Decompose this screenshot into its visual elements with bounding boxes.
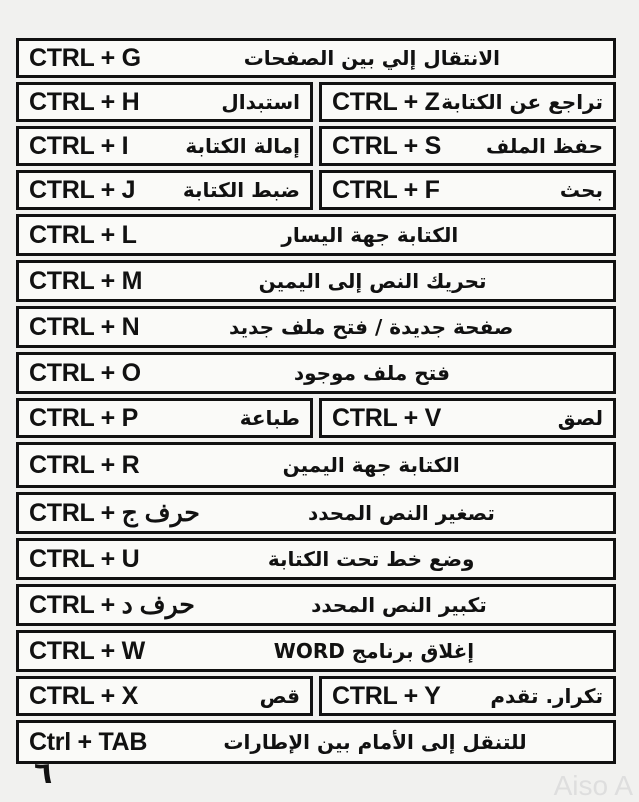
- shortcut-row: [16, 38, 616, 78]
- shortcut-key: CTRL + O: [29, 358, 141, 387]
- shortcut-row: [16, 214, 616, 256]
- shortcut-key: CTRL + I: [29, 131, 129, 160]
- shortcut-key: CTRL + R: [29, 450, 140, 479]
- shortcut-key: CTRL + حرف د: [29, 591, 195, 619]
- shortcut-cell: [16, 306, 616, 348]
- shortcut-cell: [319, 126, 616, 166]
- shortcut-row: [16, 352, 616, 394]
- shortcut-key: CTRL + G: [29, 43, 141, 72]
- shortcut-description: لصق: [557, 406, 603, 430]
- shortcut-description: ضبط الكتابة: [182, 178, 300, 202]
- shortcut-description: تصغير النص المحدد: [307, 501, 495, 525]
- shortcut-description: الكتابة جهة اليسار: [281, 223, 459, 247]
- shortcut-cell: [16, 352, 616, 394]
- shortcut-row: [16, 720, 616, 764]
- shortcut-description: تراجع عن الكتابة: [441, 90, 603, 114]
- shortcut-key: Ctrl + TAB: [29, 727, 148, 756]
- shortcut-description: وضع خط تحت الكتابة: [267, 547, 475, 571]
- shortcut-cell: [16, 126, 313, 166]
- shortcut-description: طباعة: [239, 406, 300, 430]
- shortcut-description: الكتابة جهة اليمين: [282, 453, 460, 477]
- shortcut-cell: [319, 398, 616, 438]
- shortcut-key: CTRL + M: [29, 266, 143, 295]
- shortcut-description: تحريك النص إلى اليمين: [258, 269, 487, 293]
- shortcut-cell: [16, 214, 616, 256]
- shortcut-cell: [16, 630, 616, 672]
- shortcut-row: [16, 630, 616, 672]
- shortcut-description: حفظ الملف: [486, 134, 603, 158]
- shortcut-key: CTRL + P: [29, 403, 138, 432]
- shortcut-key: CTRL + F: [332, 175, 440, 204]
- shortcut-description: فتح ملف موجود: [293, 361, 450, 385]
- shortcut-description: للتنقل إلى الأمام بين الإطارات: [223, 730, 527, 754]
- shortcut-cell: [319, 676, 616, 716]
- shortcut-key: CTRL + Z: [332, 87, 440, 116]
- shortcut-row: [16, 398, 616, 438]
- shortcut-cell: [319, 82, 616, 122]
- shortcut-cell: [319, 170, 616, 210]
- shortcut-row: [16, 442, 616, 488]
- shortcut-row: [16, 584, 616, 626]
- shortcut-description: إمالة الكتابة: [185, 134, 300, 158]
- shortcut-description: قص: [259, 684, 300, 708]
- shortcut-cell: [16, 398, 313, 438]
- shortcut-description: بحث: [559, 178, 603, 202]
- shortcut-key: CTRL + Y: [332, 681, 441, 710]
- shortcut-description: الانتقال إلي بين الصفحات: [243, 46, 501, 70]
- shortcut-row: [16, 126, 616, 166]
- shortcut-table: [16, 38, 616, 768]
- page-number: ٦: [34, 756, 53, 791]
- shortcut-key: CTRL + L: [29, 220, 137, 249]
- watermark: Aiso A: [553, 770, 633, 801]
- shortcut-description: استبدال: [221, 90, 300, 114]
- shortcut-description: صفحة جديدة / فتح ملف جديد: [229, 315, 514, 339]
- shortcut-key: CTRL + H: [29, 87, 140, 116]
- shortcut-cell: [16, 82, 313, 122]
- shortcut-key: CTRL + S: [332, 131, 441, 160]
- shortcut-description: إغلاق برنامج WORD: [273, 639, 475, 663]
- shortcut-description: تكبير النص المحدد: [311, 593, 487, 617]
- shortcut-row: [16, 170, 616, 210]
- shortcut-cell: [16, 584, 616, 626]
- shortcut-key: CTRL + حرف ج: [29, 499, 200, 527]
- shortcut-row: [16, 260, 616, 302]
- shortcut-key: CTRL + X: [29, 681, 138, 710]
- shortcut-key: CTRL + U: [29, 544, 140, 573]
- shortcut-row: [16, 676, 616, 716]
- shortcut-cell: [16, 170, 313, 210]
- shortcut-cell: [16, 538, 616, 580]
- shortcut-row: [16, 538, 616, 580]
- shortcut-cell: [16, 260, 616, 302]
- shortcut-description: تكرار. تقدم: [490, 684, 603, 708]
- shortcut-cell: [16, 442, 616, 488]
- shortcut-row: [16, 82, 616, 122]
- shortcut-cell: [16, 676, 313, 716]
- shortcut-row: [16, 306, 616, 348]
- shortcut-cell: [16, 492, 616, 534]
- shortcut-cell: [16, 38, 616, 78]
- shortcut-row: [16, 492, 616, 534]
- shortcut-cell: [16, 720, 616, 764]
- shortcut-key: CTRL + W: [29, 636, 145, 665]
- shortcut-key: CTRL + N: [29, 312, 140, 341]
- shortcut-key: CTRL + J: [29, 175, 136, 204]
- shortcut-key: CTRL + V: [332, 403, 441, 432]
